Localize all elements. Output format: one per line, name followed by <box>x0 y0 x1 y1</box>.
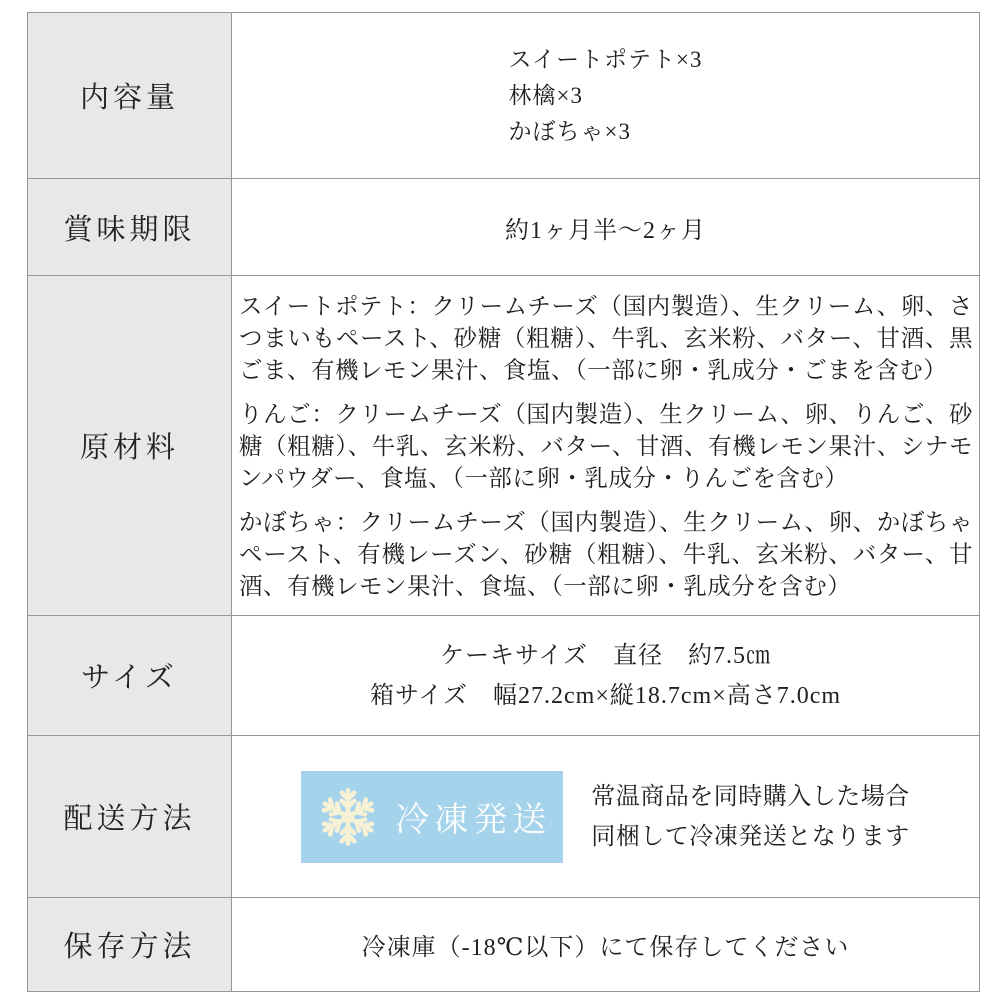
ingredients-apple: りんご：クリームチーズ（国内製造）、生クリーム、卵、りんご、砂糖（粗糖）、牛乳、玄米粉、バター、甘酒、有機レモン果汁、シナモンパウダー、食塩、（一部に卵・乳成分・りんごを含む） <box>239 401 973 492</box>
ingredients-pumpkin: かぼちゃ：クリームチーズ（国内製造）、生クリーム、卵、かぼちゃペースト、有機レーズン、砂糖（粗糖）、牛乳、玄米粉、バター、甘酒、有機レモン果汁、食塩、（一部に卵・乳成分を含む） <box>239 509 973 600</box>
expiry-cell: 約1ヶ月半～2ヶ月 <box>232 179 980 276</box>
shipping-cell <box>232 736 980 898</box>
row-header-size: サイズ <box>28 616 232 736</box>
shipping-note-line-1: 常温商品を同時購入した場合 <box>591 783 910 810</box>
frozen-shipping-badge <box>301 771 563 863</box>
table-row-expiry <box>28 179 980 276</box>
table-row-ingredients <box>28 276 980 616</box>
table-row-contents <box>28 13 980 179</box>
table-row-storage <box>28 898 980 992</box>
row-header-storage: 保存方法 <box>28 898 232 992</box>
snowflake-icon <box>317 786 379 848</box>
table-row-size <box>28 616 980 736</box>
ingredients-sweet-potato: スイートポテト：クリームチーズ（国内製造）、生クリーム、卵、さつまいもペースト、砂糖（粗糖）、牛乳、玄米粉、バター、甘酒、黒ごま、有機レモン果汁、食塩、（一部に卵・乳成分・ごまを含む） <box>239 293 973 384</box>
ingredients-paragraphs <box>232 281 979 611</box>
shipping-content <box>232 771 979 863</box>
product-spec-table <box>27 12 980 992</box>
contents-line-1: スイートポテト×3 <box>508 46 703 72</box>
row-header-contents: 内容量 <box>28 13 232 179</box>
shipping-note <box>591 777 910 857</box>
frozen-badge-label: 冷凍発送 <box>395 802 552 839</box>
contents-lines <box>508 42 702 150</box>
size-line-box: 箱サイズ 幅27.2cm×縦18.7cm×高さ7.0cm <box>369 682 842 709</box>
shipping-note-line-2: 同梱して冷凍発送となります <box>591 823 910 850</box>
row-header-ingredients: 原材料 <box>28 276 232 616</box>
contents-cell <box>232 13 980 179</box>
ingredients-cell <box>232 276 980 616</box>
table-row-shipping <box>28 736 980 898</box>
storage-cell: 冷凍庫（-18℃以下）にて保存してください <box>232 898 980 992</box>
row-header-expiry: 賞味期限 <box>28 179 232 276</box>
contents-line-3: かぼちゃ×3 <box>508 118 631 144</box>
contents-line-2: 林檎×3 <box>508 82 583 108</box>
row-header-shipping: 配送方法 <box>28 736 232 898</box>
size-line-cake: ケーキサイズ 直径 約7.5㎝ <box>439 642 772 669</box>
size-cell <box>232 616 980 736</box>
